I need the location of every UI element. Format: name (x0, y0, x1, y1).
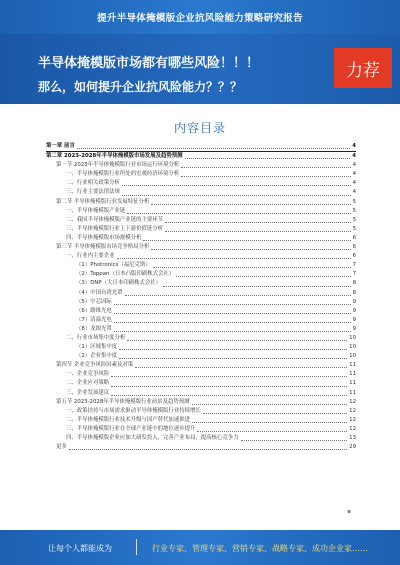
toc-leader-dots (111, 395, 347, 396)
toc-entry[interactable] (46, 407, 356, 416)
toc-entry[interactable] (46, 316, 356, 325)
toc-leader-dots (122, 195, 351, 196)
toc-entry-page: 5 (352, 207, 356, 214)
toc-leader-dots (117, 258, 351, 259)
toc-entry-page: 7 (352, 262, 356, 269)
toc-leader-dots (176, 276, 350, 277)
toc-entry[interactable] (46, 142, 356, 151)
toc-entry-page: 6 (352, 234, 356, 241)
toc-entry-page: 4 (352, 143, 356, 149)
toc-entry-title: （3）DNP（大日本印刷株式会社） (76, 280, 161, 287)
toc-entry[interactable] (46, 379, 356, 388)
toc-entry-title: （4）中国台湾光罩 (76, 289, 123, 296)
toc-leader-dots (197, 431, 347, 432)
report-header-bar (0, 0, 400, 34)
toc-leader-dots (135, 367, 347, 368)
toc-entry[interactable] (46, 216, 356, 225)
toc-leader-dots (165, 231, 351, 232)
toc-leader-dots (151, 249, 350, 250)
toc-leader-dots (114, 331, 351, 332)
toc-entry[interactable] (46, 152, 356, 161)
toc-entry[interactable] (46, 270, 356, 279)
toc-entry[interactable] (46, 289, 356, 298)
toc-entry-page: 5 (352, 225, 356, 232)
toc-leader-dots (127, 213, 350, 214)
toc-leader-dots (185, 158, 351, 159)
toc-entry-page: 9 (352, 325, 356, 332)
toc-leader-dots (181, 167, 350, 168)
toc-entry-page: 9 (352, 298, 356, 305)
toc-leader-dots (153, 267, 351, 268)
toc-entry-page: 10 (349, 344, 356, 351)
toc-leader-dots (119, 358, 347, 359)
toc-entry[interactable] (46, 398, 356, 407)
toc-entry[interactable] (46, 389, 356, 398)
toc-entry-title: （7）清溢光电 (76, 316, 112, 323)
toc-entry-page: 7 (352, 271, 356, 278)
toc-leader-dots (192, 422, 347, 423)
toc-entry-title: 第一节 2023年半导体掩模版行业市场运行环境分析 (56, 162, 180, 169)
hero-headline: 半导体掩模版市场都有哪些风险！！！ (38, 56, 260, 71)
toc-leader-dots (114, 304, 351, 305)
report-header-title: 提升半导体掩模版企业抗风险能力策略研究报告 (97, 13, 303, 24)
toc-entry-title: 一、半导体掩模版产业链 (66, 207, 126, 214)
toc-leader-dots (127, 340, 347, 341)
toc-entry-title: 第一章 前言 (46, 143, 75, 149)
toc-entry-title: （2）企业集中度 (76, 353, 118, 360)
hero-subheadline: 那么，如何提升企业抗风险能力？？？ (38, 80, 243, 94)
toc-entry-page: 13 (349, 435, 356, 441)
toc-entry[interactable] (46, 225, 356, 234)
toc-entry-title: 二、行业相关政策分析 (66, 180, 120, 187)
toc-entry[interactable] (46, 179, 356, 188)
toc-entry[interactable] (46, 325, 356, 334)
toc-entry-page: 11 (349, 371, 356, 378)
page-corner-mark: ▪ (347, 508, 352, 515)
toc-entry[interactable] (46, 198, 356, 207)
toc-entry-title: （6）路维光电 (76, 307, 112, 314)
toc-entry-title: 第二章 2023-2028年半导体掩模版市场发展及趋势预测 (46, 153, 183, 160)
toc-entry-page: 11 (349, 380, 356, 387)
toc-entry[interactable] (46, 361, 356, 370)
toc-entry-title: （8）龙图光罩 (76, 325, 112, 332)
toc-entry-title: 一、政策扶持与市场需求驱动半导体掩模版行业持续增长 (66, 407, 201, 414)
toc-entry-title: 二、我国半导体掩模版产业链的主要环节 (66, 216, 164, 223)
toc-entry-page: 12 (349, 425, 356, 432)
toc-entry-page: 9 (352, 316, 356, 323)
toc-entry[interactable] (46, 370, 356, 379)
toc-entry-title: 第二节 半导体掩模版行业发展特征分析 (56, 198, 150, 205)
toc-entry[interactable] (46, 252, 356, 261)
toc-entry[interactable] (46, 416, 356, 425)
toc-entry-title: （1）Photronics（福尼克斯） (76, 262, 151, 269)
toc-entry[interactable] (46, 443, 356, 452)
recommend-badge: 力荐 (334, 48, 392, 88)
toc-entry-title: 更多 (56, 444, 67, 451)
table-of-contents (46, 142, 356, 452)
toc-leader-dots (151, 204, 350, 205)
toc-entry-page: 12 (349, 407, 356, 414)
toc-entry-page: 5 (352, 216, 356, 223)
toc-entry[interactable] (46, 334, 356, 343)
toc-leader-dots (192, 404, 348, 405)
toc-entry-title: （1）区域集中度 (76, 344, 118, 351)
toc-entry-title: 一、企业竞争风险 (66, 371, 110, 378)
toc-entry[interactable] (46, 279, 356, 288)
toc-entry-title: （5）中芯国际 (76, 298, 112, 305)
toc-entry[interactable] (46, 434, 356, 443)
toc-entry-page: 10 (349, 334, 356, 341)
toc-leader-dots (114, 313, 351, 314)
toc-entry-page: 8 (352, 280, 356, 287)
toc-leader-dots (69, 449, 347, 450)
toc-entry-title: 四、半导体掩模版市场规模分析 (66, 234, 142, 241)
toc-entry-page: 12 (349, 398, 356, 405)
toc-entry[interactable] (46, 170, 356, 179)
toc-entry[interactable] (46, 207, 356, 216)
toc-entry[interactable] (46, 234, 356, 243)
toc-entry-title: 三、半导体掩模版行业上下游价值链分析 (66, 225, 164, 232)
toc-leader-dots (181, 176, 350, 177)
toc-entry-page: 11 (349, 362, 356, 369)
toc-entry[interactable] (46, 188, 356, 197)
toc-entry-page: 11 (349, 389, 356, 396)
toc-entry-page: 4 (352, 171, 356, 178)
toc-entry-page: 10 (349, 353, 356, 360)
toc-entry-page: 29 (349, 444, 356, 451)
footer-slogan: 让每个人都能成为 (48, 544, 112, 553)
toc-entry-title: 二、半导体掩模版行业技术升级与国产替代加速推进 (66, 416, 190, 423)
toc-entry[interactable] (46, 161, 356, 170)
footer-divider (136, 539, 137, 555)
toc-leader-dots (241, 440, 348, 441)
toc-entry[interactable] (46, 343, 356, 352)
toc-entry-page: 4 (352, 189, 356, 196)
toc-leader-dots (111, 376, 347, 377)
footer-bar (0, 530, 400, 565)
footer-roles: 行业专家、管理专家、营销专家、战略专家、成功企业家…… (152, 544, 368, 553)
toc-leader-dots (114, 322, 351, 323)
toc-entry-title: 一、半导体掩模版行业所处的宏观经济环境分析 (66, 171, 180, 178)
toc-entry-title: 二、行业市场集中度分析 (66, 334, 126, 341)
toc-entry-title: 第五节 2023-2028年半导体掩模版行业前景及趋势预测 (56, 398, 190, 405)
toc-entry[interactable] (46, 307, 356, 316)
toc-entry-title: 四、半导体掩模版企业应加大研发投入，完善产业布局，提高核心竞争力 (66, 435, 239, 441)
toc-entry-title: 三、企业发展建议 (66, 389, 110, 396)
toc-entry-title: （2）Toppan（日本凸版印刷株式会社） (76, 271, 175, 278)
toc-leader-dots (125, 295, 351, 296)
hero-banner (0, 34, 400, 104)
toc-leader-dots (111, 386, 347, 387)
toc-entry[interactable] (46, 261, 356, 270)
toc-entry-title: 一、行业内主要企业 (66, 253, 115, 260)
toc-entry-page: 5 (352, 198, 356, 205)
toc-leader-dots (203, 413, 347, 414)
toc-leader-dots (163, 286, 351, 287)
toc-leader-dots (77, 148, 350, 149)
toc-entry[interactable] (46, 352, 356, 361)
toc-leader-dots (165, 222, 351, 223)
toc-entry-title: 二、企业应对策略 (66, 380, 110, 387)
toc-entry-title: 三、半导体掩模版行业在全球产业链中的地位逐步提升 (66, 425, 196, 432)
toc-entry[interactable] (46, 243, 356, 252)
toc-entry-page: 9 (352, 307, 356, 314)
toc-entry-page: 4 (352, 153, 356, 160)
toc-entry-page: 12 (349, 416, 356, 423)
toc-entry-title: 第四节 企业竞争风险因素及对策 (56, 362, 134, 369)
toc-entry[interactable] (46, 298, 356, 307)
toc-entry-page: 4 (352, 180, 356, 187)
toc-leader-dots (119, 349, 347, 350)
toc-entry-title: 第三节 半导体掩模版市场竞争格局分析 (56, 244, 150, 251)
toc-title: 内容目录 (173, 121, 226, 135)
toc-entry[interactable] (46, 425, 356, 434)
toc-entry-page: 4 (352, 162, 356, 169)
toc-entry-page: 8 (352, 289, 356, 296)
toc-entry-page: 6 (352, 253, 356, 260)
toc-entry-page: 6 (352, 244, 356, 251)
toc-leader-dots (122, 185, 351, 186)
toc-entry-title: 三、行业主要法律法规 (66, 189, 120, 196)
toc-leader-dots (143, 240, 350, 241)
